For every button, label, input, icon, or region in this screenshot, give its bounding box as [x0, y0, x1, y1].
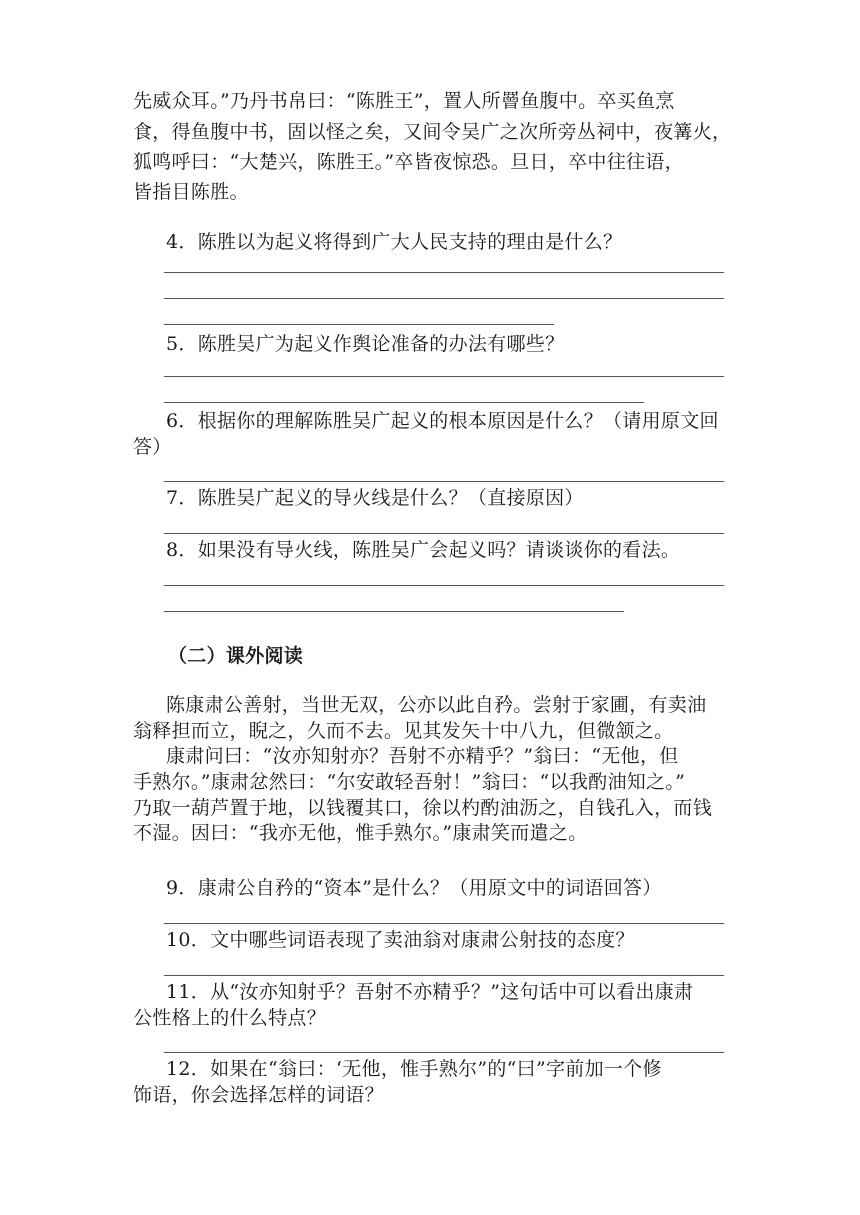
passage2-line-3: 康肃问曰：“汝亦知射亦？吾射不亦精乎？”翁曰：“无他，但 [166, 745, 679, 767]
question-10: 10．文中哪些词语表现了卖油翁对康肃公射技的态度？ [166, 929, 635, 951]
question-11-line-1: 11．从“汝亦知射乎？吾射不亦精乎？”这句话中可以看出康肃 [166, 981, 694, 1003]
passage2-line-1: 陈康肃公善射，当世无双，公亦以此自矜。尝射于家圃，有卖油 [166, 694, 707, 716]
answer-line-q4-3[interactable] [164, 324, 554, 325]
section-2-title: （二）课外阅读 [168, 645, 304, 667]
answer-line-q8-1[interactable] [164, 585, 724, 586]
answer-line-q4-2[interactable] [164, 298, 724, 299]
question-8: 8．如果没有导火线，陈胜吴广会起义吗？请谈谈你的看法。 [166, 539, 681, 561]
answer-line-q5-1[interactable] [164, 376, 724, 377]
passage1-line-4: 皆指目陈胜。 [133, 181, 249, 203]
answer-line-q5-2[interactable] [164, 402, 644, 403]
question-12-line-1: 12．如果在“翁曰：‘无他，惟手熟尔”的“曰”字前加一个修 [166, 1058, 662, 1080]
passage1-line-3: 狐鸣呼曰：“大楚兴，陈胜王。”卒皆夜惊恐。旦日，卒中往往语， [133, 151, 684, 173]
passage2-line-2: 翁释担而立，睨之，久而不去。见其发矢十中八九，但微颔之。 [133, 720, 674, 742]
passage2-line-6: 不湿。因曰：“我亦无他，惟手熟尔。”康肃笑而遣之。 [133, 822, 588, 844]
answer-line-q10[interactable] [164, 975, 724, 976]
question-5: 5．陈胜吴广为起义作舆论准备的办法有哪些？ [166, 333, 565, 355]
passage1-line-1: 先威众耳。”乃丹书帛曰：“陈胜王”，置人所罾鱼腹中。卒买鱼烹 [133, 90, 675, 112]
question-4: 4．陈胜以为起义将得到广大人民支持的理由是什么？ [166, 231, 623, 253]
passage1-line-2: 食，得鱼腹中书，固以怪之矣，又间令吴广之次所旁丛祠中，夜篝火， [133, 121, 732, 143]
question-7: 7．陈胜吴广起义的导火线是什么？（直接原因） [166, 487, 584, 509]
answer-line-q6[interactable] [164, 481, 724, 482]
question-6-line-2: 答） [133, 436, 172, 458]
question-12-line-2: 饰语，你会选择怎样的词语？ [133, 1084, 384, 1106]
passage2-line-5: 乃取一葫芦置于地，以钱覆其口，徐以杓酌油沥之，自钱孔入，而钱 [133, 797, 713, 819]
question-9: 9．康肃公自矜的“资本”是什么？（用原文中的词语回答） [166, 877, 662, 899]
answer-line-q4-1[interactable] [164, 272, 724, 273]
answer-line-q7[interactable] [164, 533, 724, 534]
answer-line-q11[interactable] [164, 1052, 724, 1053]
passage2-line-4: 手熟尔。”康肃忿然曰：“尔安敢轻吾射！”翁曰：“以我酌油知之。” [133, 771, 686, 793]
question-6-line-1: 6．根据你的理解陈胜吴广起义的根本原因是什么？（请用原文回 [166, 410, 719, 432]
answer-line-q8-2[interactable] [164, 611, 624, 612]
question-11-line-2: 公性格上的什么特点？ [133, 1007, 327, 1029]
answer-line-q9[interactable] [164, 923, 724, 924]
